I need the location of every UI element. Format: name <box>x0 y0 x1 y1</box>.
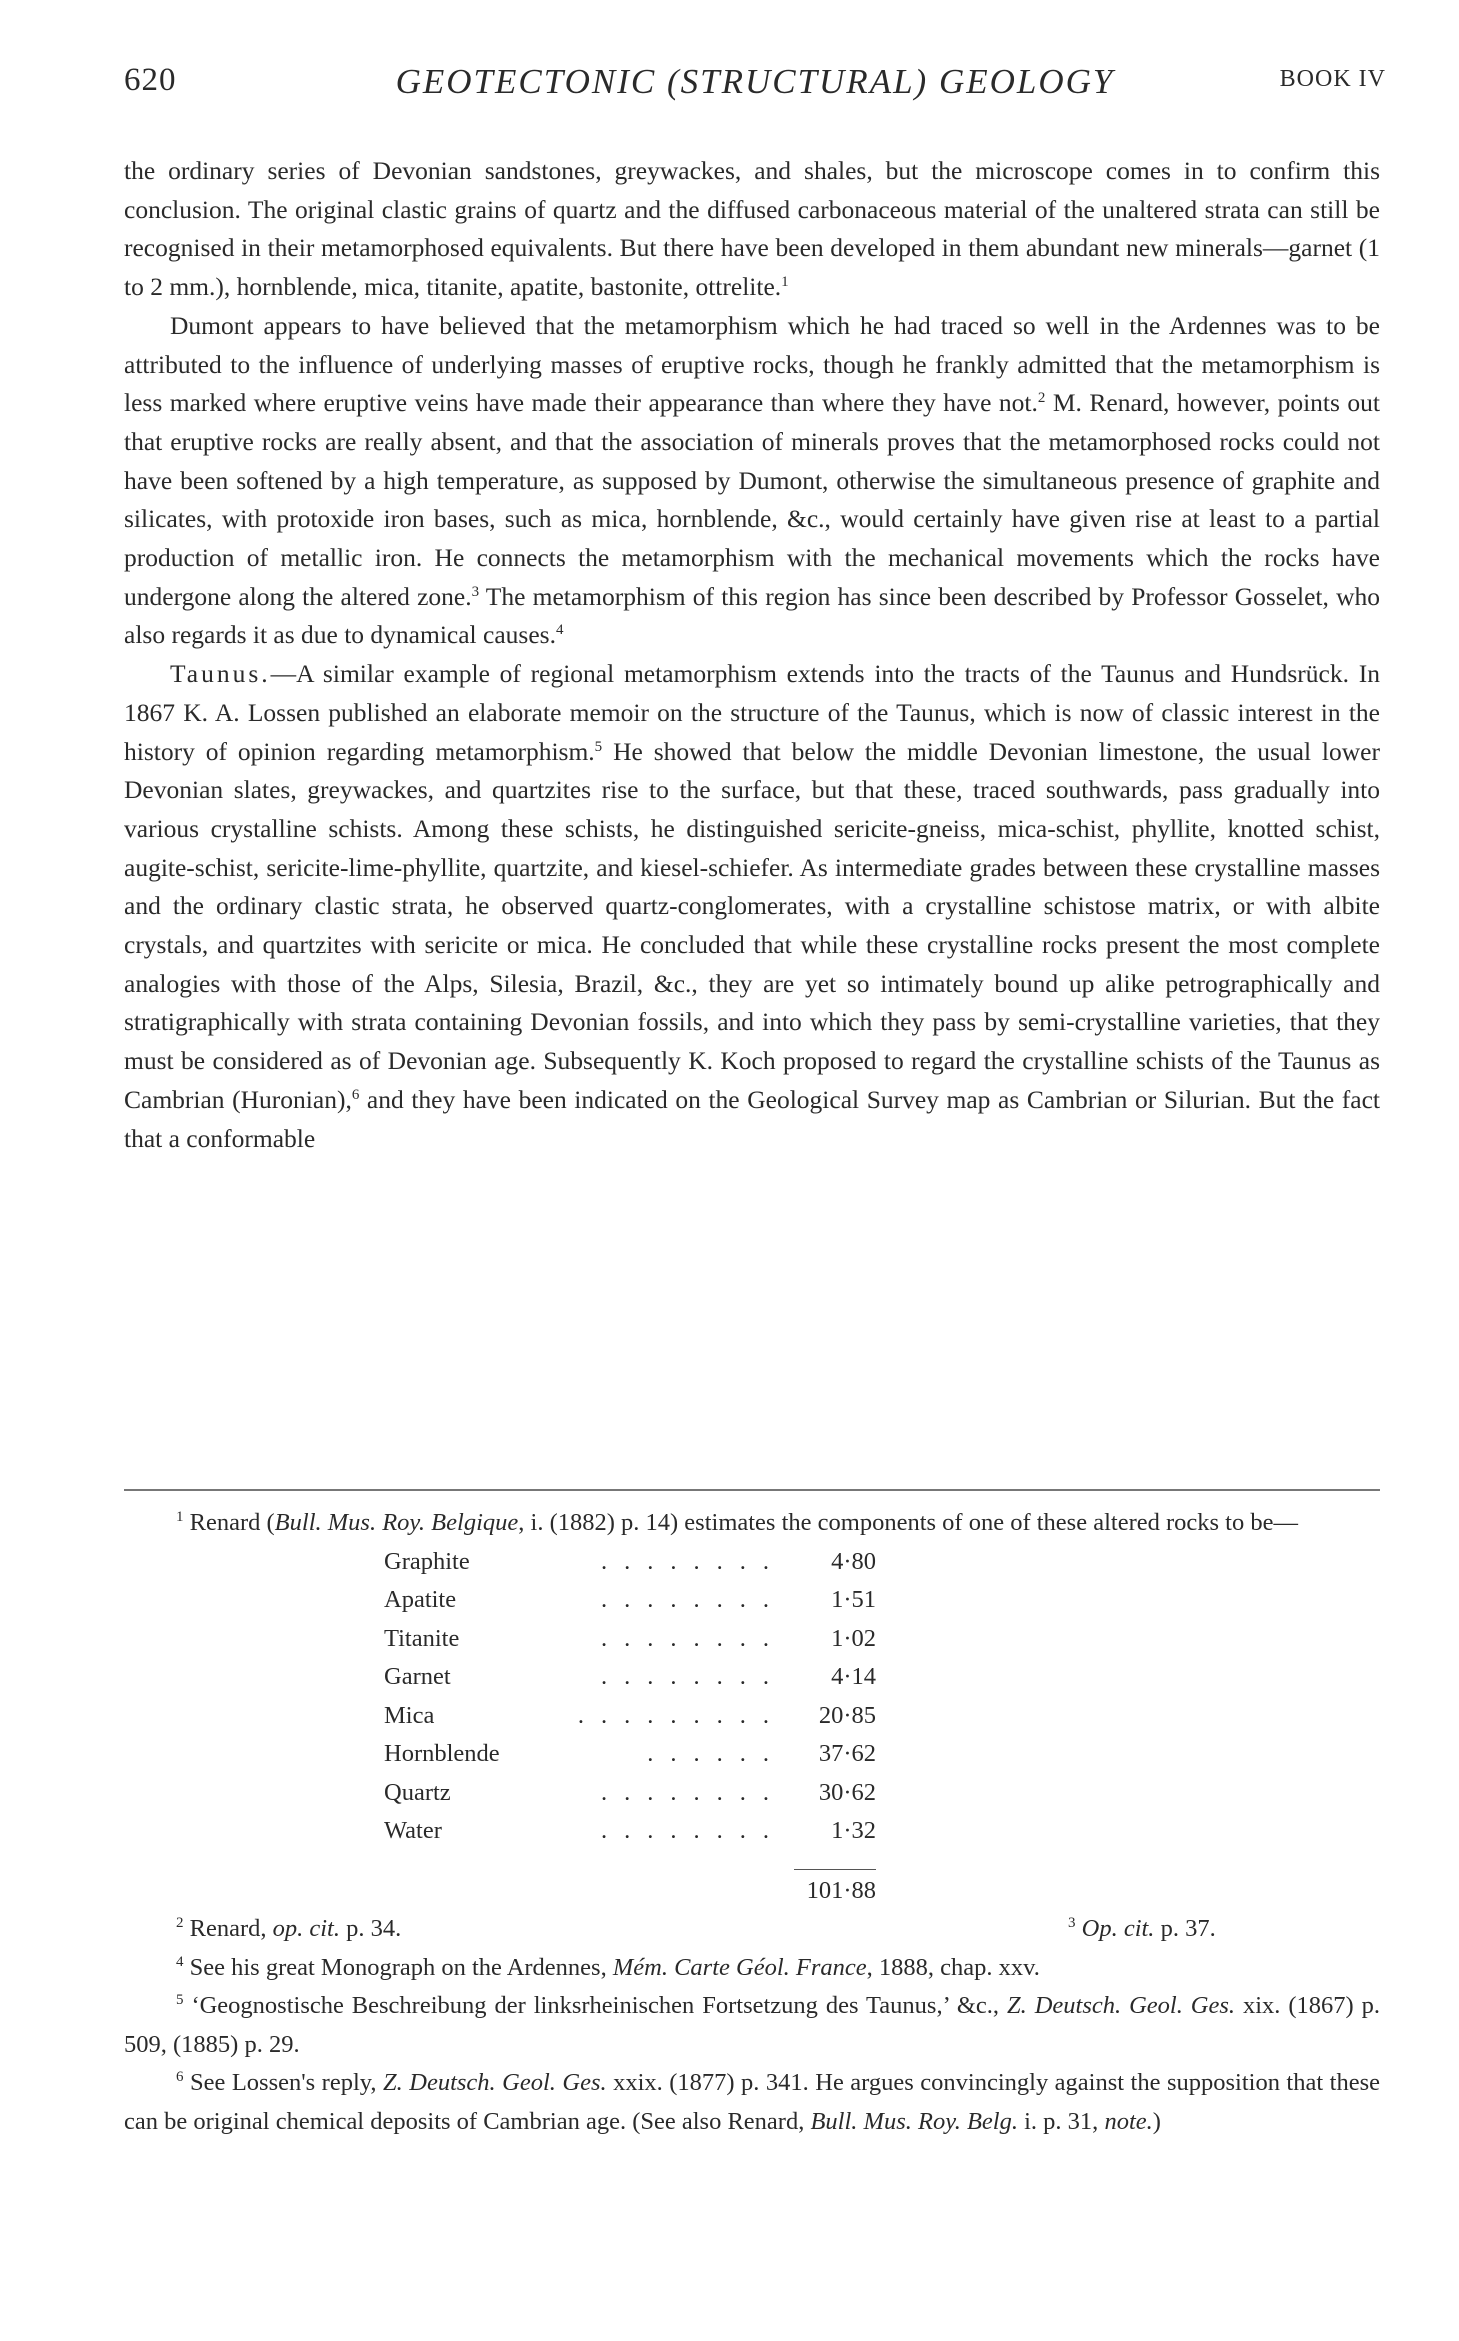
citation-title: Z. Deutsch. Geol. Ges. <box>1007 1992 1236 2019</box>
paragraph-1-text: the ordinary series of Devonian sandstones, greywackes, and shales, but the microscope comes in to confirm this conclusion. The original clastic grains of quartz and the diffused carbonaceous material of the unaltered strata can still be recognised in their metamorphosed equivalents. But there have been developed in them abundant new minerals—garnet (1 to 2 mm.), hornblende, mica, titanite, apatite, bastonite, ottrelite. <box>124 156 1380 302</box>
footnote-number: 4 <box>176 1953 184 1970</box>
mineral-name: Garnet <box>384 1663 451 1690</box>
table-row: Titanite ........ 1·02 <box>384 1620 876 1659</box>
footnote-text: ‘Geognostische Beschreibung der linksrheinischen Fortsetzung des Taunus,’ &c., <box>183 1992 1008 2019</box>
footnote-text: p. 34. <box>340 1915 402 1942</box>
citation-title: Bull. Mus. Roy. Belgique <box>274 1509 519 1536</box>
footnote-4 <box>124 1949 1380 1988</box>
paragraph-2-text-a: Dumont appears to have believed that the metamorphism which he had traced so well in the Ardennes was to be attributed to the influence of underlying masses of eruptive rocks, though he frankly admitted that the metamorphism is less marked where eruptive veins have made their appearance than where they have not. <box>124 310 1380 418</box>
paragraph-3-text-b: He showed that below the middle Devonian limestone, the usual lower Devonian slates, greywackes, and quartzites rise to the surface, but that these, traced southwards, pass gradually into various crystalline schists. Among these schists, he distinguished sericite-gneiss, mica-schist, phyllite, knotted schist, augite-schist, sericite-lime-phyllite, quartzite, and kiesel-schiefer. As intermediate grades between these crystalline masses and the ordinary clastic strata, he observed quartz-conglomerates, with a crystalline schistose matrix, or with albite crystals, and quartzites with sericite or mica. He concluded that while these crystalline rocks present the most complete analogies with those of the Alps, Silesia, Brazil, &c., they are yet so intimately bound up alike petrographically and stratigraphically with strata containing Devonian fossils, and into which they pass by semi-crystalline varieties, that they must be considered as of Devonian age. Subsequently K. Koch proposed to regard the crystalline schists of the Taunus as Cambrian (Huronian), <box>124 736 1380 1114</box>
paragraph-2-text-b: M. Renard, however, points out that eruptive rocks are really absent, and that the association of minerals proves that the metamorphosed rocks could not have been softened by a high temperature, as supposed by Dumont, otherwise the simultaneous presence of graphite and silicates, with protoxide iron bases, such as mica, hornblende, &c., would certainly have given rise at least to a partial production of metallic iron. He connects the metamorphism with the mechanical movements which the rocks have undergone along the altered zone. <box>124 388 1381 611</box>
footnote-text: Renard ( <box>183 1509 275 1536</box>
paragraph-1 <box>124 152 1380 307</box>
paragraph-2 <box>124 307 1380 655</box>
footnote-text: xxix. (1877) p. 341. He argues convincingly against the supposition that these can be original chemical deposits of Cambrian age. (See also Renard, <box>124 2069 1380 2135</box>
footnote-number: 6 <box>176 2069 184 2085</box>
mineral-value: 1·51 <box>831 1586 876 1613</box>
footnote-6 <box>124 2064 1380 2141</box>
citation-title: Op. cit. <box>1081 1915 1155 1942</box>
citation-title: Z. Deutsch. Geol. Ges. <box>383 2069 607 2096</box>
mineral-value: 1·02 <box>831 1624 876 1652</box>
footnote-text: i. p. 31, <box>1018 2107 1105 2135</box>
footnote-text: p. 37. <box>1154 1915 1216 1942</box>
book-label: BOOK IV <box>1279 66 1386 92</box>
mineral-name: Mica <box>384 1701 435 1729</box>
footnote-text: , i. (1882) p. 14) estimates the components of one of these altered rocks to be— <box>518 1509 1298 1536</box>
footnote-text: See his great Monograph on the Ardennes, <box>183 1953 613 1981</box>
citation-title: Bull. Mus. Roy. Belg. <box>810 2107 1018 2135</box>
footnote-number: 2 <box>176 1915 184 1931</box>
footnote-number: 3 <box>1068 1915 1076 1931</box>
citation-note: note. <box>1104 2107 1153 2135</box>
footnote-text: Renard, <box>183 1915 273 1942</box>
footnote-2 <box>176 1910 401 1949</box>
footnote-number: 5 <box>176 1992 184 2008</box>
table-row: Mica ......... 20·85 <box>384 1697 876 1736</box>
total-value: 101·88 <box>806 1876 876 1904</box>
table-row: Apatite ........ 1·51 <box>384 1581 876 1620</box>
table-row: Garnet ........ 4·14 <box>384 1658 876 1697</box>
footnote-text: See Lossen's reply, <box>183 2069 384 2096</box>
paragraph-3-text-a: —A similar example of regional metamorphism extends into the tracts of the Taunus and Hundsrück. In 1867 K. A. Lossen published an elaborate memoir on the structure of the Taunus, which is now of classic interest in the history of opinion regarding metamorphism. <box>124 659 1380 766</box>
footnote-5 <box>124 1987 1380 2064</box>
footnote-divider <box>124 1489 1380 1491</box>
mineral-value: 20·85 <box>818 1701 876 1729</box>
paragraph-3 <box>124 655 1380 1158</box>
mineral-name: Graphite <box>384 1547 470 1575</box>
mineral-value: 4·14 <box>831 1663 876 1690</box>
footnotes <box>124 1504 1380 2141</box>
mineral-value: 37·62 <box>818 1740 876 1767</box>
footnote-ref: 1 <box>781 274 789 291</box>
paragraph-2-text-c: The metamorphism of this region has since been described by Professor Gosselet, who also regards it as due to dynamical causes. <box>124 581 1380 650</box>
table-row: Quartz ........ 30·62 <box>384 1774 876 1813</box>
mineral-name: Titanite <box>384 1624 460 1652</box>
table-total <box>794 1869 876 1911</box>
section-heading-taunus: Taunus. <box>170 659 271 689</box>
table-row: Graphite ........ 4·80 <box>384 1543 876 1582</box>
running-title: GEOTECTONIC (STRUCTURAL) GEOLOGY <box>395 62 1115 101</box>
mineral-name: Water <box>384 1817 442 1844</box>
footnote-text: xix. (1867) p. 509, (1885) p. 29. <box>124 1992 1380 2058</box>
mineral-composition-table <box>384 1543 876 1851</box>
running-head <box>124 62 1386 112</box>
footnote-ref: 5 <box>594 738 603 755</box>
citation-title: op. cit. <box>272 1915 340 1942</box>
footnote-3 <box>1068 1910 1216 1949</box>
mineral-value: 30·62 <box>818 1778 876 1806</box>
table-row: Hornblende ...... 37·62 <box>384 1735 876 1774</box>
footnote-ref: 4 <box>555 622 564 639</box>
paragraph-3-text-c: and they have been indicated on the Geological Survey map as Cambrian or Silurian. But the fact that a conformable <box>124 1084 1380 1153</box>
page-number: 620 <box>124 62 177 98</box>
footnote-text: ) <box>1152 2107 1161 2135</box>
total-rule <box>794 1869 876 1870</box>
mineral-name: Hornblende <box>384 1740 500 1767</box>
footnote-number: 1 <box>176 1509 184 1525</box>
mineral-name: Apatite <box>384 1586 457 1613</box>
mineral-value: 4·80 <box>831 1547 876 1575</box>
footnote-1 <box>124 1504 1380 1543</box>
footnote-ref: 3 <box>471 583 480 600</box>
citation-title: Mém. Carte Géol. France <box>612 1953 867 1981</box>
footnote-ref: 6 <box>351 1086 360 1103</box>
table-row: Water ........ 1·32 <box>384 1812 876 1851</box>
mineral-value: 1·32 <box>831 1817 876 1844</box>
footnote-text: , 1888, chap. xxv. <box>866 1953 1040 1981</box>
mineral-name: Quartz <box>384 1778 451 1806</box>
footnotes-2-3 <box>124 1910 1380 1949</box>
footnote-ref: 2 <box>1037 390 1046 407</box>
body-text <box>124 152 1380 1158</box>
